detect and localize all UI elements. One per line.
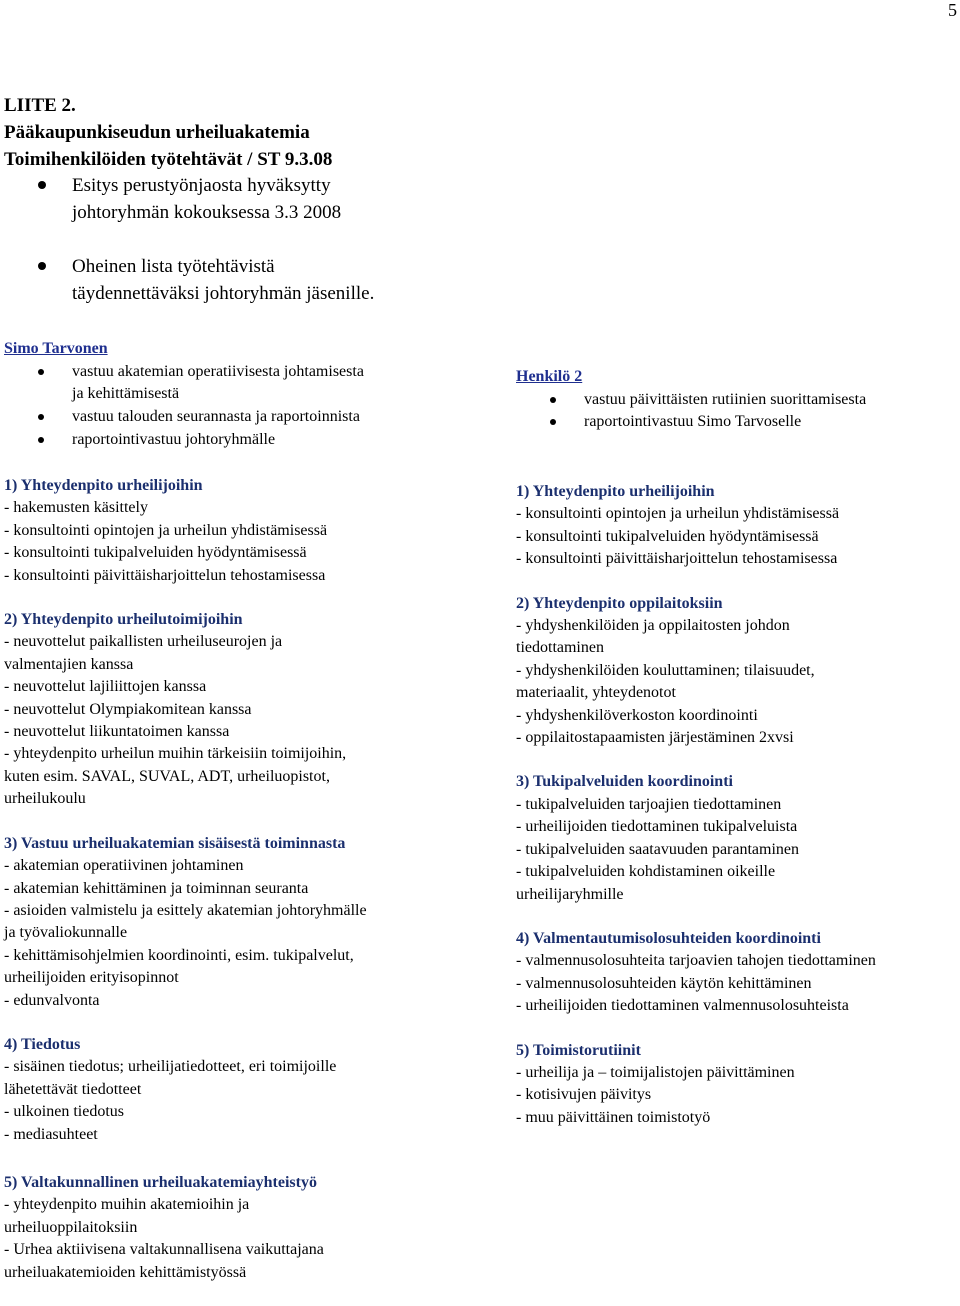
heading-line: Toimihenkilöiden työtehtävät / ST 9.3.08	[4, 149, 333, 170]
intro-line: johtoryhmän kokouksessa 3.3 2008	[72, 202, 342, 223]
section-line: - valmennusolosuhteiden käytön kehittäminen	[516, 974, 812, 992]
left-column	[4, 475, 367, 1306]
person1-duty	[4, 361, 364, 406]
intro-line: täydennettäväksi johtoryhmän jäsenille.	[72, 283, 375, 304]
duty-line: vastuu päivittäisten rutiinien suorittamisesta	[584, 390, 867, 408]
section-line: - urheilijoiden tiedottaminen valmennusolosuhteista	[516, 997, 849, 1015]
section-line: urheiluakatemioiden kehittämistyössä	[4, 1263, 247, 1281]
heading-line: LIITE 2.	[4, 95, 76, 116]
intro-bullet	[4, 172, 374, 226]
section-line: urheiluoppilaitoksiin	[4, 1218, 138, 1236]
right-column	[516, 481, 876, 1151]
person2-name: Henkilö 2	[516, 368, 583, 385]
left-section-3	[4, 833, 367, 1012]
duty-line: vastuu akatemian operatiivisesta johtamisesta	[72, 362, 364, 380]
section-line: - tukipalveluiden kohdistaminen oikeille	[516, 863, 776, 881]
section-title: 2) Yhteydenpito oppilaitoksiin	[516, 594, 723, 612]
section-line: - Urhea aktiivisena valtakunnallisena vaikuttajana	[4, 1241, 324, 1259]
right-section-4	[516, 928, 876, 1018]
section-line: - yhteydenpito muihin akatemioihin ja	[4, 1196, 250, 1214]
section-title: 2) Yhteydenpito urheilutoimijoihin	[4, 611, 243, 629]
person1-duty	[4, 429, 364, 452]
section-line: - yhdyshenkilöiden ja oppilaitosten johdon	[516, 617, 790, 635]
section-line: - neuvottelut paikallisten urheiluseurojen ja	[4, 633, 283, 651]
section-line: - muu päivittäinen toimistotyö	[516, 1108, 711, 1126]
section-line: - asioiden valmistelu ja esittely akatemian johtoryhmälle	[4, 901, 367, 919]
section-line: - hakemusten käsittely	[4, 499, 148, 517]
right-section-1	[516, 481, 876, 571]
section-line: - konsultointi päivittäisharjoittelun tehostamisessa	[516, 550, 838, 568]
section-line: urheilukoulu	[4, 790, 86, 808]
left-section-4	[4, 1034, 367, 1146]
section-line: - oppilaitostapaamisten järjestäminen 2xvsi	[516, 729, 794, 747]
right-section-3	[516, 771, 876, 905]
left-section-5	[4, 1172, 367, 1284]
right-section-5	[516, 1040, 876, 1130]
section-line: - mediasuhteet	[4, 1125, 98, 1143]
left-section-1	[4, 475, 367, 587]
page-number: 5	[948, 0, 957, 20]
section-line: - konsultointi päivittäisharjoittelun tehostamisessa	[4, 566, 326, 584]
intro-bullet	[4, 253, 374, 307]
section-line: valmentajien kanssa	[4, 655, 134, 673]
intro-line: Oheinen lista työtehtävistä	[72, 256, 275, 277]
section-line: - tukipalveluiden tarjoajien tiedottaminen	[516, 795, 782, 813]
section-line: tiedottaminen	[516, 639, 604, 657]
person2-duty	[516, 389, 866, 412]
intro-line: Esitys perustyönjaosta hyväksytty	[72, 175, 331, 196]
left-section-2	[4, 609, 367, 811]
person1-duty	[4, 406, 364, 429]
person1-block	[4, 338, 364, 452]
section-line: kuten esim. SAVAL, SUVAL, ADT, urheiluopistot,	[4, 767, 330, 785]
section-line: - konsultointi opintojen ja urheilun yhdistämisessä	[4, 521, 328, 539]
section-title: 3) Tukipalveluiden koordinointi	[516, 773, 733, 791]
section-title: 3) Vastuu urheiluakatemian sisäisestä toiminnasta	[4, 834, 346, 852]
section-title: 1) Yhteydenpito urheilijoihin	[516, 483, 715, 500]
section-line: - neuvottelut Olympiakomitean kanssa	[4, 700, 252, 718]
section-line: - yhdyshenkilöverkoston koordinointi	[516, 706, 758, 724]
section-line: - akatemian kehittäminen ja toiminnan seuranta	[4, 879, 309, 897]
section-line: - kehittämisohjelmien koordinointi, esim. tukipalvelut,	[4, 946, 354, 964]
document-heading	[4, 92, 332, 173]
section-line: - kotisivujen päivitys	[516, 1086, 652, 1104]
section-line: urheilijoiden erityisopinnot	[4, 969, 179, 987]
section-line: - edunvalvonta	[4, 991, 100, 1009]
section-line: - sisäinen tiedotus; urheilijatiedotteet, eri toimijoille	[4, 1058, 337, 1076]
section-title: 4) Valmentautumisolosuhteiden koordinointi	[516, 929, 821, 947]
section-line: - yhdyshenkilöiden kouluttaminen; tilaisuudet,	[516, 661, 815, 679]
section-line: urheilijaryhmille	[516, 885, 624, 903]
duty-line: raportointivastuu johtoryhmälle	[72, 430, 276, 448]
duty-line: raportointivastuu Simo Tarvoselle	[584, 413, 802, 431]
section-line: ja työvaliokunnalle	[4, 924, 128, 942]
right-section-2	[516, 593, 876, 750]
heading-line: Pääkaupunkiseudun urheiluakatemia	[4, 122, 310, 143]
section-title: 4) Tiedotus	[4, 1035, 81, 1053]
section-line: - neuvottelut liikuntatoimen kanssa	[4, 723, 230, 741]
duty-line: vastuu talouden seurannasta ja raportoinnista	[72, 408, 360, 426]
section-title: 5) Toimistorutiinit	[516, 1041, 641, 1059]
intro-bullets	[4, 172, 374, 307]
section-line: - urheilijoiden tiedottaminen tukipalveluista	[516, 818, 798, 836]
person1-name: Simo Tarvonen	[4, 340, 108, 357]
duty-line: ja kehittämisestä	[72, 385, 180, 403]
section-line: - konsultointi tukipalveluiden hyödyntämisessä	[4, 544, 307, 562]
section-line: - konsultointi opintojen ja urheilun yhdistämisessä	[516, 505, 840, 523]
person2-block	[516, 366, 866, 434]
section-line: - valmennusolosuhteita tarjoavien tahojen tiedottaminen	[516, 952, 876, 970]
section-line: - ulkoinen tiedotus	[4, 1103, 124, 1121]
section-line: - urheilija ja – toimijalistojen päivittäminen	[516, 1063, 795, 1081]
section-title: 5) Valtakunnallinen urheiluakatemiayhteistyö	[4, 1173, 317, 1191]
section-line: - akatemian operatiivinen johtaminen	[4, 857, 244, 875]
section-title: 1) Yhteydenpito urheilijoihin	[4, 477, 203, 494]
section-line: - konsultointi tukipalveluiden hyödyntämisessä	[516, 527, 819, 545]
person2-duty	[516, 411, 866, 434]
section-line: materiaalit, yhteydenotot	[516, 684, 676, 702]
section-line: lähetettävät tiedotteet	[4, 1080, 142, 1098]
section-line: - neuvottelut lajiliittojen kanssa	[4, 678, 207, 696]
section-line: - tukipalveluiden saatavuuden parantaminen	[516, 840, 800, 858]
section-line: - yhteydenpito urheilun muihin tärkeisiin toimijoihin,	[4, 745, 347, 763]
